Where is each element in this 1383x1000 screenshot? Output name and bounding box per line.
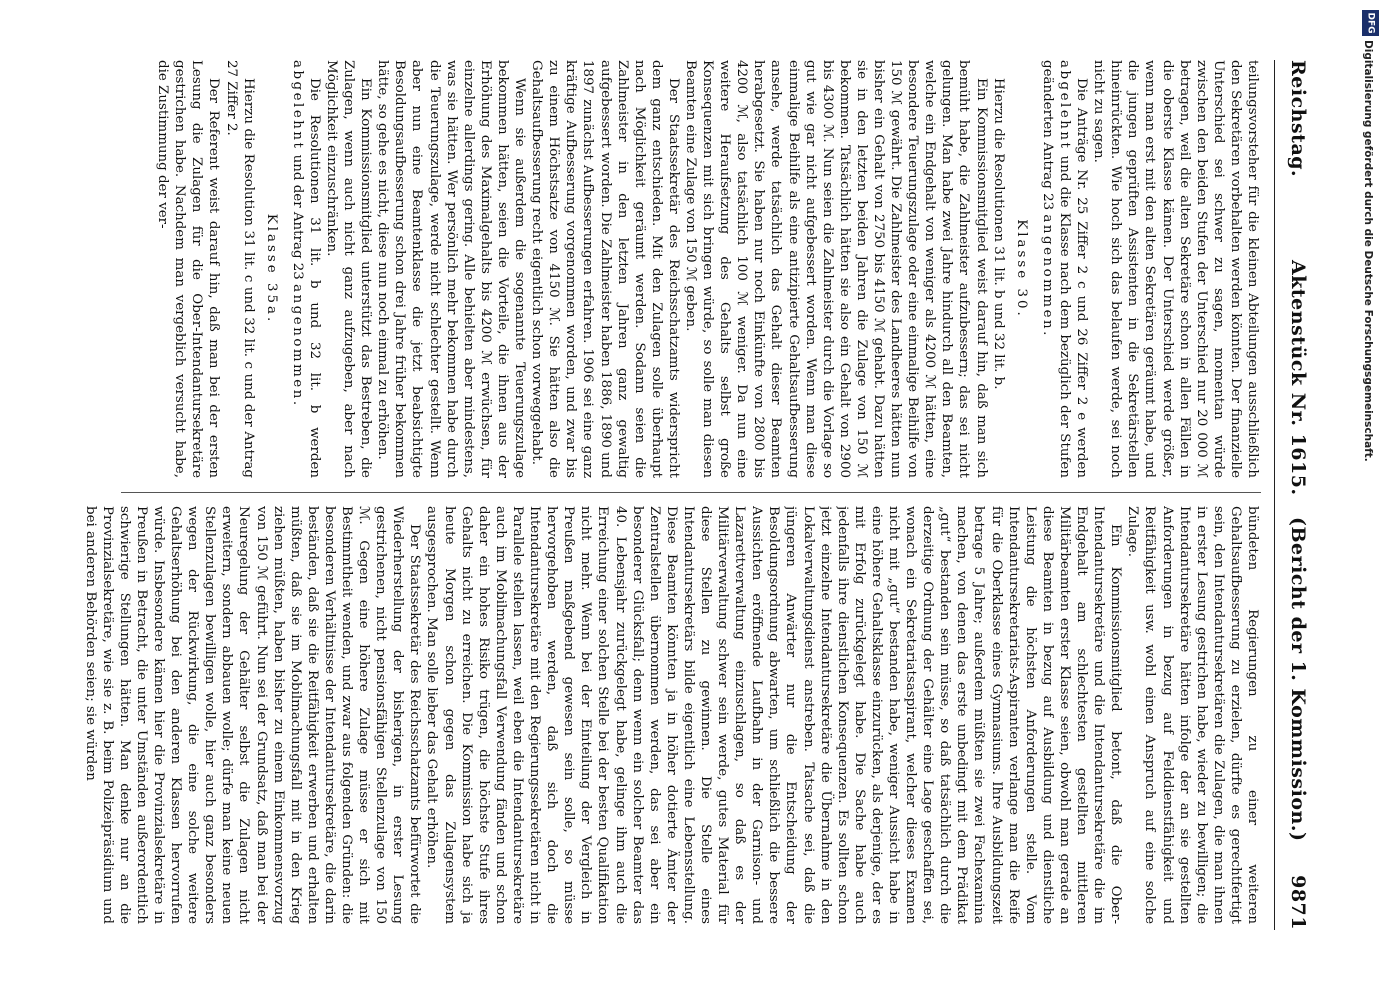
section-heading-klasse-35a: Klasse 35a. [263,213,279,325]
spaced-text-run: abgelehnt [289,60,305,151]
digitization-credit: Digitalisierung gefördert durch die Deutsche Forschungsgemeinschaft. [1362,40,1374,462]
paragraph: Der Staatssekretär des Reichsschatzamts befürwortet die Wiederherstellung der bisherigen, in erster Lesung gestrichenen, nicht pensionsfähigen Stellenzulage von 150 ℳ. Gegen eine höhere Zulage müsse er sich mit Bestimmtheit wenden, und zwar aus folgenden Gründen: die besonderen Verhältnisse der Intendantursekretäre, die darin beständen, daß sie die Reitfähigkeit erwerben und erhalten müßten, daß sie im Mobilmachungsfall mit in den Krieg ziehen müßten, haben bisher zu einem Einkommensvorzug von 150 ℳ geführt. Nun sei der Grundsatz, daß man bei der Neuregelung der Gehälter selbst die Zulagen nicht erweitern, sondern abbauen wolle; dürfe man keine neuen Stellenzulagen bewilligen wolle, hier auch ganz besonders wegen der Rückwirkung, die eine solche weitere Gehaltserhöhung bei den anderen Klassen hervorrufen würde. Insbesondere kämen hier die Provinzialsekretäre in Preußen in Betracht, die unter Umständen außerordentlich schwierige Stellungen hätten. Man denke nur an die Provinzialsekretäre, wie sie z. B. beim Polizeipräsidium und bei anderen Behörden seien; sie würden [82,506,423,924]
paragraph: Der Referent weist darauf hin, daß man bei der ersten Lesung die Zulagen für die Ober-Intendantursekretäre gestrichen habe. Nachdem man vergeblich versucht habe, die Zustimmung der ver- [155,60,222,478]
spaced-text-run: angenommen. [1039,214,1055,338]
header-title [1287,260,1309,841]
paragraph [289,60,323,478]
paragraph: Der Staatssekretär des Reichsschatzamts widerspricht dem ganz entschieden. Mit den Zulagen solle überhaupt nach Möglichkeit geräumt werden. Sodann seien die Zahlmeister in den letzten Jahren ganz gewaltig aufgebessert worden. Die Zahlmeister haben 1886, 1890 und 1897 zunächst Aufbesserungen erfahren. 1906 sei eine ganz kräftige Aufbesserung vorgenommen worden, und zwar bis zu einem Höchstsatze von 4150 ℳ. Sie hätten also die Gehaltsaufbesserung recht eigentlich schon vorweggehabt. [529,60,681,478]
text-run: und die Klasse nach dem bezüglich der Stufen geänderten Antrag 23 [1039,60,1072,478]
section-heading-klasse-30: Klasse 30. [1013,219,1029,319]
text-run: Die Resolutionen 31 lit. b und 32 lit. b werden [306,78,322,478]
dfg-logo [1362,10,1379,36]
page-number: 9871 [1287,875,1309,930]
paragraph: Ein Kommissionsmitglied weist darauf hin, daß man sich bemüht habe, die Zahlmeister aufzubessern; das sei nicht gelungen. Man habe zwei Jahre hindurch all den Beamten, welche ein Endgehalt von weniger als 4200 ℳ hätten, eine besondere Teuerungszulage oder eine einmalige Beihilfe von 150 ℳ gewährt. Die Zahlmeister des Landheeres hätten nun bisher ein Gehalt von 2750 bis 4150 ℳ gehabt. Dazu hätten sie in den letzten beiden Jahren die Zulage von 150 ℳ bekommen. Tatsächlich hätten sie also ein Gehalt von 2900 bis 4300 ℳ. Nun seien die Zahlmeister durch die Vorlage so gut wie gar nicht aufgebessert worden. Wenn man diese einmalige Beihilfe als eine antizipierte Gehaltsaufbesserung ansehe, werde tatsächlich das Gehalt dieser Beamten herabgesetzt. Sie haben nur noch Einkünfte von 2800 bis 4200 ℳ, also tatsächlich 100 ℳ weniger. Da nun eine weitere Heraufsetzung des Gehalts selbst große Konsequenzen mit sich bringen würde, so solle man diesen Beamten eine Zulage von 150 ℳ geben. [683,60,989,478]
rotated-document-page [63,0,1353,1000]
spaced-text-run: abgelehnt [1056,60,1072,151]
text-run: Die Anträge Nr. 25 Ziffer 2 c und 26 Ziffer 2 e werden [1074,78,1090,478]
paragraph [1039,60,1090,478]
paragraph: Ein Kommissionsmitglied unterstützt das Bestreben, die Zulagen, wenn auch nicht ganz aufzugeben, aber nach Möglichkeit einzuschränken. [324,60,374,478]
header-document-number: Aktenstück Nr. 1615. [1287,260,1309,496]
spaced-text-run: angenommen. [289,284,305,408]
paragraph: Ein Kommissionsmitglied betont, daß die Ober-Intendantursekretäre und die Intendantursekretäre die im Endgehalt am schlechtesten gestellten mittleren Militärbeamten erster Klasse seien, obwohl man gerade an diese Beamten in bezug auf Ausbildung und dienstliche Leistung die höchsten Anforderungen stelle. Vom Intendantursekretariats-Aspiranten verlange man die Reife für die Oberklasse eines Gymnasiums. Ihre Ausbildungszeit betrage 5 Jahre; außerdem müßten sie zwei Fachexamina machen, von denen das erste unbedingt mit dem Prädikat „gut“ bestanden sein müsse, so daß tatsächlich durch die derzeitige Ordnung der Gehälter eine Lage geschaffen sei, wonach ein Sekretariatsaspirant, welcher dieses Examen nicht mit „gut“ bestanden habe, weniger Aussicht habe in eine höhere Gehaltsklasse einzurücken, als derjenige, der es mit Erfolg zurückgelegt habe. Die Sache habe auch jedenfalls ihre dienstlichen Konsequenzen. Es sollten schon jetzt einzelne Intendantursekretäre die Übernahme in den Lokalverwaltungsdienst anstreben. Tatsache sei, daß die jüngeren Anwärter nur die Entscheidung der Besoldungsordnung abwarten, um schließlich die bessere Aussichten eröffnende Laufbahn in der Garnison- und Lazarettverwaltung einzuschlagen, so daß es der Militärverwaltung schwer sein werde, gutes Material für diese Stellen zu gewinnen. Die Stelle eines Intendantursekretärs bilde eigentlich eine Lebensstellung. Diese Beamten könnten ja in höher dotierte Ämter der Zentralstellen übernommen werden, das sei aber ein besonderer Glücksfall; denn wenn ein solcher Beamter das 40. Lebensjahr zurückgelegt habe, gelinge ihm auch die Erreichung einer solchen Stelle bei der besten Qualifikation nicht mehr. Wenn bei der Einteilung der Vergleich in Preußen maßgebend gewesen sein solle, so müsse hervorgehoben werden, daß sich doch die Intendantursekretäre mit den Regierungssekretären nicht in Parallele stellen lassen, weil eben die Intendantursekretäre auch im Mobilmachungsfall Verwendung fänden und schon daher ein hohes Risiko trügen, die höchste Stufe ihres Gehalts nicht zu erreichen. Die Kommission habe sich ja heute Morgen schon gegen das Zulagensystem ausgesprochen. Man solle lieber das Gehalt erhöhen. [424,506,1124,924]
dfg-logo-text: DFG [1365,12,1376,34]
header-rule [1274,60,1275,930]
paragraph: teilungsvorsteher für die kleinen Abteilungen ausschließlich den Sekretären vorbehalten werden könnten. Der finanzielle Unterschied sei schwer zu sagen, momentan würde zwischen den beiden Stufen der Unterschied nur 20 000 ℳ betragen, weil die alten Sekretäre schon in allen Fällen in die oberste Klasse kämen. Der Unterschied werde größer, wenn man erst mit den alten Sekretären geräumt habe, und die jungen geprüften Assistenten in die Sekretärstellen hineinrückten. Wie hoch sich das belaufen werde, sei noch nicht zu sagen. [1091,60,1260,478]
header-publication: Reichstag. [1287,60,1309,178]
running-header [1275,60,1309,930]
paragraph: Hierzu die Resolutionen 31 lit. b und 32 lit. b. [990,78,1006,390]
header-committee-note: (Bericht der 1. Kommission.) [1287,516,1309,842]
column-divider [121,492,1261,493]
paragraph: Wenn sie außerdem die sogenannte Teuerungszulage bekommen hätten, seien die Vorteile, die ihnen aus der Erhöhung des Maximalgehalts bis 4200 ℳ erwüchsen, für einzelne allerdings gering. Alle behielten aber mindestens, was sie hätten. Wer persönlich mehr bekommen habe durch die Teuerungszulage, werde nicht schlechter gestellt. Wenn aber nun eine Beamtenklasse die jetzt beabsichtigte Besoldungsaufbesserung schon drei Jahre früher bekommen hätte, so gehe es nicht, diese nun noch einmal zu erhöhen. [375,60,528,478]
paragraph: Hierzu die Resolution 31 lit. c und 32 lit. c und der Antrag 27 Ziffer 2. [223,60,256,478]
paragraph: bündeten Regierungen zu einer weiteren Gehaltsaufbesserung zu erzielen, dürfte es gerechtfertigt sein, den Intendantursekretären die Zulagen, die man ihnen in erster Lesung gestrichen habe, wieder zu bewilligen; die Intendantursekretäre hätten infolge der an sie gestellten Anforderungen in bezug auf Felddienstfähigkeit und Reitfähigkeit usw. wohl einen Anspruch auf eine solche Zulage. [1125,506,1260,924]
left-text-column [81,60,1261,478]
text-run: und der Antrag 23 [289,154,305,280]
right-text-column [81,506,1261,924]
